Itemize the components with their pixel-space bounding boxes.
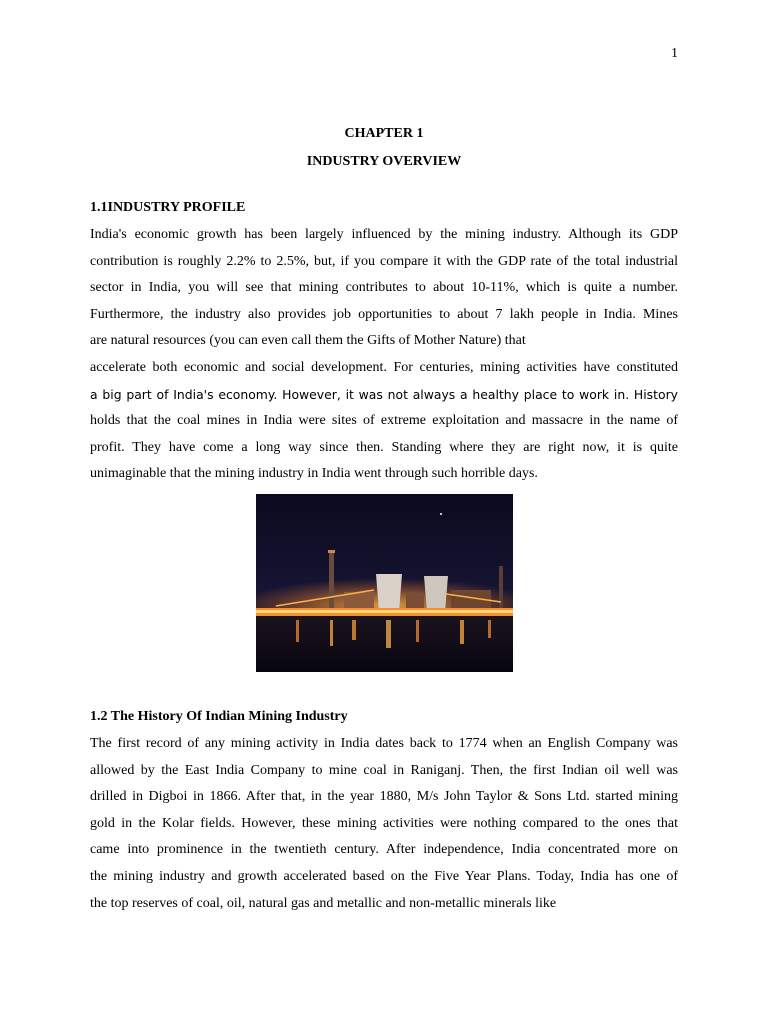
text-line: the top reserves of coal, oil, natural gas and metallic and non-metallic minerals like: [90, 895, 557, 911]
page-number: 1: [671, 46, 678, 61]
chapter-title: INDUSTRY OVERVIEW: [306, 154, 462, 169]
section-heading-history: 1.2 The History Of Indian Mining Industry: [90, 709, 348, 724]
paragraph-industry-profile: [90, 222, 678, 488]
text-line: a big part of India's economy. However, it was not always a healthy place to work in. History: [90, 386, 678, 402]
text-line: The first record of any mining activity in India dates back to 1774 when an English Company was: [90, 736, 678, 751]
paragraph-history: [90, 731, 678, 917]
text-line: the mining industry and growth accelerated based on the Five Year Plans. Today, India has one of: [90, 868, 678, 884]
chapter-number: CHAPTER 1: [344, 126, 424, 141]
text-line: India's economic growth has been largely influenced by the mining industry. Although its GDP: [90, 227, 678, 242]
text-line: accelerate both economic and social development. For centuries, mining activities have constituted: [90, 359, 678, 375]
text-line: profit. They have come a long way since then. Standing where they are right now, it is quite: [90, 439, 678, 455]
text-line: unimaginable that the mining industry in India went through such horrible days.: [90, 466, 538, 482]
text-line: sector in India, you will see that mining contributes to about 10-11%, which is quite a number.: [90, 280, 678, 296]
section-heading-industry-profile: 1.1INDUSTRY PROFILE: [90, 200, 246, 215]
text-line: holds that the coal mines in India were sites of extreme exploitation and massacre in the name of: [90, 413, 678, 429]
text-line: allowed by the East India Company to mine coal in Raniganj. Then, the first Indian oil well was: [90, 762, 678, 778]
mining-plant-night-photo: [256, 494, 513, 672]
chapter-heading: [0, 120, 768, 176]
text-line: came into prominence in the twentieth century. After independence, India concentrated more on: [90, 842, 678, 858]
text-line: are natural resources (you can even call them the Gifts of Mother Nature) that: [90, 333, 526, 349]
text-line: Furthermore, the industry also provides job opportunities to about 7 lakh people in India. Mines: [90, 306, 678, 322]
text-line: gold in the Kolar fields. However, these mining activities were nothing compared to the ones that: [90, 815, 678, 831]
text-line: contribution is roughly 2.2% to 2.5%, but, if you compare it with the GDP rate of the total industrial: [90, 253, 678, 269]
text-line: drilled in Digboi in 1866. After that, in the year 1880, M/s John Taylor & Sons Ltd. started mining: [90, 789, 678, 805]
